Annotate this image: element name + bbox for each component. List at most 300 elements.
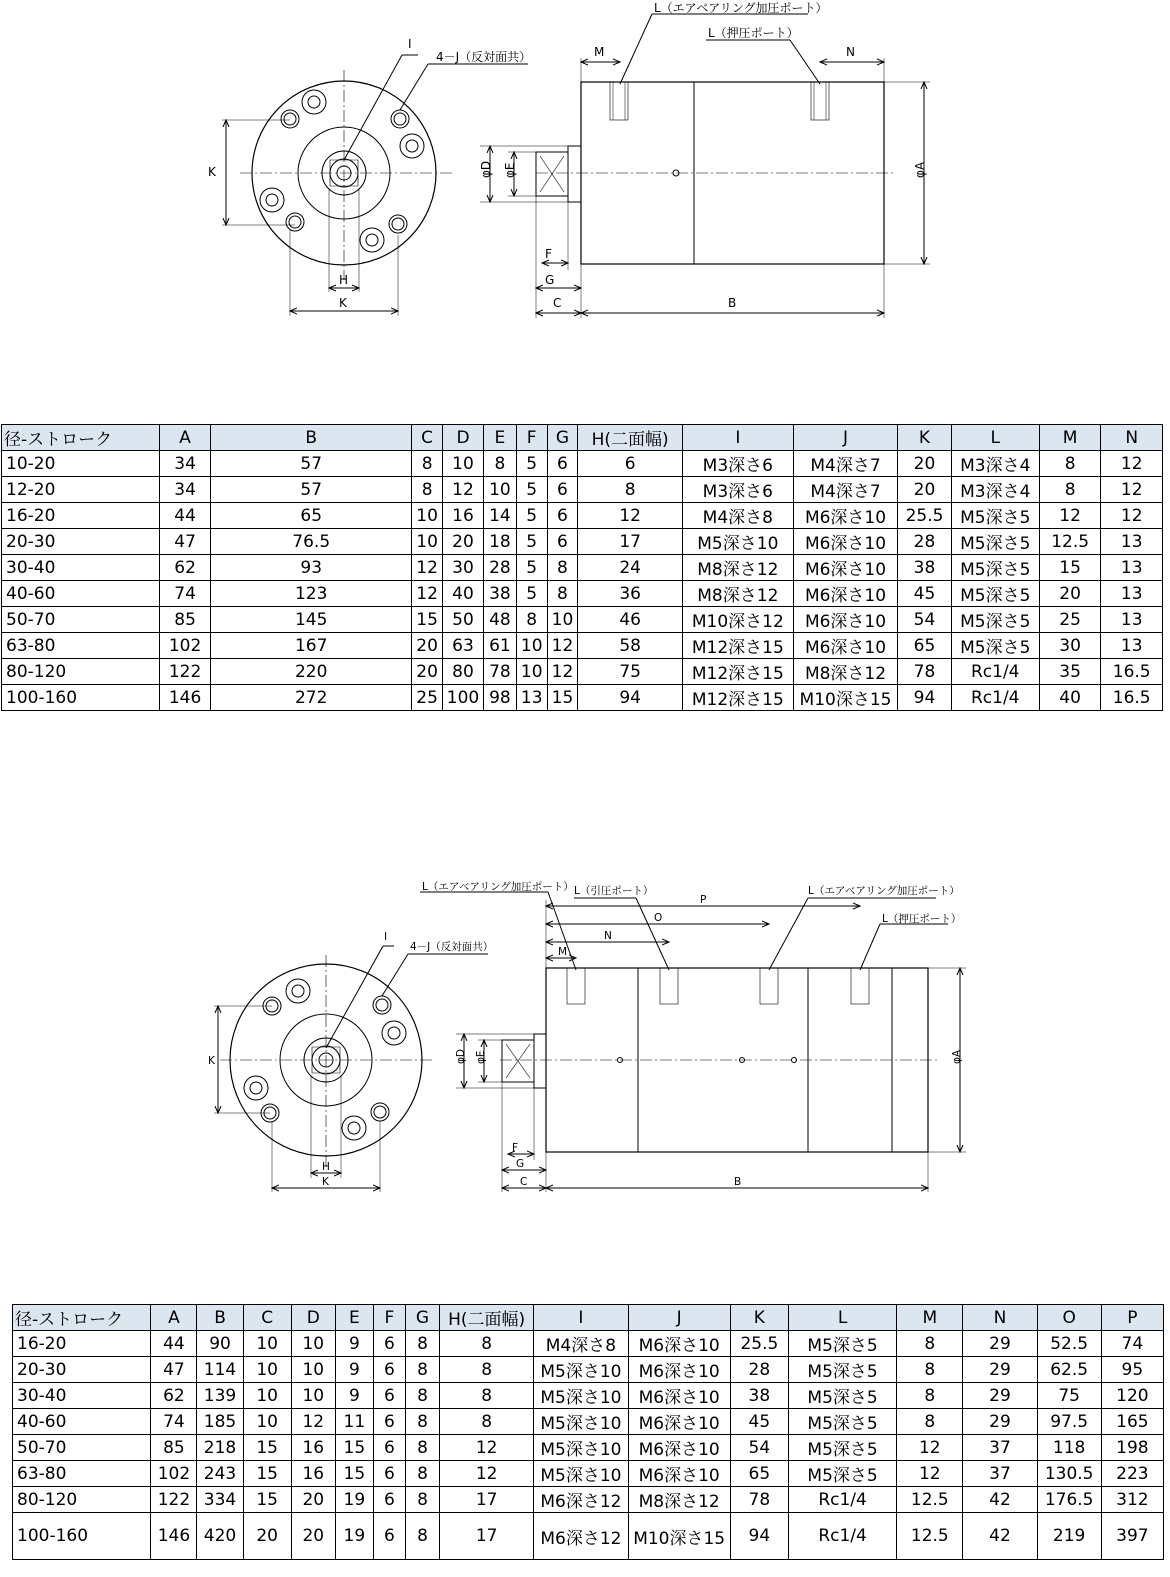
column-header: L bbox=[951, 425, 1039, 451]
table-cell: 14 bbox=[484, 503, 517, 529]
table-cell: 6 bbox=[373, 1357, 405, 1383]
table-cell: 185 bbox=[197, 1409, 243, 1435]
table-cell: 15 bbox=[243, 1435, 291, 1461]
table-header-row bbox=[2, 425, 1163, 451]
table-cell: 102 bbox=[159, 633, 210, 659]
table-cell: M10深さ12 bbox=[682, 607, 793, 633]
table-cell: 20 bbox=[442, 529, 483, 555]
table-cell: 13 bbox=[1101, 555, 1163, 581]
table-cell: 8 bbox=[1039, 477, 1101, 503]
table-cell: M5深さ5 bbox=[788, 1331, 896, 1357]
table-cell: 57 bbox=[211, 451, 412, 477]
label2-C: C bbox=[520, 1176, 528, 1188]
table-cell: 34 bbox=[159, 477, 210, 503]
label-L-air: L（エアベアリング加圧ポート） bbox=[654, 1, 828, 15]
table-cell: 29 bbox=[963, 1331, 1037, 1357]
table-cell: M5深さ5 bbox=[951, 607, 1039, 633]
table-cell: 12 bbox=[291, 1409, 335, 1435]
table-cell: 20 bbox=[412, 633, 443, 659]
table-cell: 38 bbox=[730, 1383, 788, 1409]
table-cell: M5深さ10 bbox=[534, 1461, 628, 1487]
table-cell: 8 bbox=[897, 1357, 963, 1383]
table-cell: M6深さ10 bbox=[628, 1383, 730, 1409]
column-header: M bbox=[1039, 425, 1101, 451]
table-cell: 52.5 bbox=[1037, 1331, 1101, 1357]
table-cell: 15 bbox=[412, 607, 443, 633]
table-cell: M3深さ4 bbox=[951, 477, 1039, 503]
table-cell: 146 bbox=[151, 1513, 197, 1560]
table-cell: 38 bbox=[898, 555, 951, 581]
table-cell: 40 bbox=[1039, 685, 1101, 711]
table-cell: 8 bbox=[897, 1409, 963, 1435]
table-cell: M6深さ10 bbox=[793, 581, 898, 607]
column-header: 径-ストローク bbox=[2, 425, 160, 451]
table-cell: 5 bbox=[516, 529, 547, 555]
table-cell: 74 bbox=[151, 1409, 197, 1435]
table-cell: 5 bbox=[516, 503, 547, 529]
table-cell: 8 bbox=[412, 451, 443, 477]
table-cell: 42 bbox=[963, 1513, 1037, 1560]
table-cell: 20 bbox=[412, 659, 443, 685]
column-header: P bbox=[1101, 1305, 1163, 1331]
table-cell: 8 bbox=[897, 1383, 963, 1409]
table-cell: 6 bbox=[547, 503, 578, 529]
column-header: G bbox=[547, 425, 578, 451]
table-cell: 10 bbox=[243, 1409, 291, 1435]
table-cell: M5深さ10 bbox=[534, 1409, 628, 1435]
table-cell: 13 bbox=[1101, 607, 1163, 633]
table-cell: 165 bbox=[1101, 1409, 1163, 1435]
column-header: F bbox=[373, 1305, 405, 1331]
label2-M: M bbox=[558, 946, 568, 958]
table-cell: 12 bbox=[578, 503, 683, 529]
table-cell: Rc1/4 bbox=[788, 1513, 896, 1560]
table-row bbox=[13, 1513, 1164, 1560]
table-cell: M5深さ10 bbox=[534, 1357, 628, 1383]
table-cell: 8 bbox=[440, 1357, 534, 1383]
table-cell: M5深さ5 bbox=[788, 1409, 896, 1435]
table-cell: 50-70 bbox=[2, 607, 160, 633]
table-cell: 12 bbox=[412, 581, 443, 607]
table-cell: 20 bbox=[291, 1487, 335, 1513]
table-cell: 54 bbox=[730, 1435, 788, 1461]
table-cell: 6 bbox=[547, 477, 578, 503]
front-view-2 bbox=[214, 946, 488, 1192]
table-cell: 97.5 bbox=[1037, 1409, 1101, 1435]
table-cell: M6深さ10 bbox=[793, 503, 898, 529]
table-cell: Rc1/4 bbox=[951, 659, 1039, 685]
table-cell: 74 bbox=[1101, 1331, 1163, 1357]
table-cell: 100 bbox=[442, 685, 483, 711]
label-M: M bbox=[594, 45, 605, 59]
table-cell: 24 bbox=[578, 555, 683, 581]
table-row bbox=[13, 1357, 1164, 1383]
table-cell: M6深さ10 bbox=[628, 1435, 730, 1461]
column-header: E bbox=[335, 1305, 373, 1331]
table-cell: 15 bbox=[335, 1461, 373, 1487]
table-cell: 10 bbox=[412, 529, 443, 555]
label2-F: F bbox=[512, 1142, 519, 1154]
table-cell: 40-60 bbox=[2, 581, 160, 607]
table-cell: M6深さ10 bbox=[628, 1357, 730, 1383]
table-cell: 12.5 bbox=[897, 1487, 963, 1513]
table-cell: 80-120 bbox=[13, 1487, 151, 1513]
table-cell: 17 bbox=[440, 1513, 534, 1560]
table-cell: 420 bbox=[197, 1513, 243, 1560]
column-header: K bbox=[898, 425, 951, 451]
front-view bbox=[222, 55, 528, 316]
table-cell: M5深さ5 bbox=[951, 529, 1039, 555]
label-N: N bbox=[846, 45, 855, 59]
table-cell: 94 bbox=[578, 685, 683, 711]
table-cell: 34 bbox=[159, 451, 210, 477]
table-cell: 8 bbox=[440, 1331, 534, 1357]
table-cell: 13 bbox=[1101, 529, 1163, 555]
table-cell: 20 bbox=[898, 477, 951, 503]
table-cell: 65 bbox=[898, 633, 951, 659]
table-cell: 16 bbox=[442, 503, 483, 529]
table-cell: 15 bbox=[335, 1435, 373, 1461]
table-cell: 12 bbox=[1039, 503, 1101, 529]
label2-L-push: L（押圧ポート） bbox=[882, 913, 962, 925]
table-cell: 12 bbox=[440, 1461, 534, 1487]
table-cell: 54 bbox=[898, 607, 951, 633]
column-header: N bbox=[1101, 425, 1163, 451]
table-cell: 37 bbox=[963, 1461, 1037, 1487]
label-H: H bbox=[339, 273, 349, 287]
table-row bbox=[2, 581, 1163, 607]
table-cell: 15 bbox=[547, 685, 578, 711]
table-cell: 18 bbox=[484, 529, 517, 555]
table-row bbox=[13, 1331, 1164, 1357]
table-cell: 90 bbox=[197, 1331, 243, 1357]
table-cell: 10 bbox=[412, 503, 443, 529]
label-D: φD bbox=[479, 160, 493, 178]
table-cell: 25.5 bbox=[730, 1331, 788, 1357]
table-cell: M4深さ7 bbox=[793, 451, 898, 477]
column-header: G bbox=[405, 1305, 439, 1331]
label2-G: G bbox=[516, 1158, 525, 1170]
label-J: 4－J（反対面共） bbox=[436, 50, 532, 64]
table-row bbox=[13, 1487, 1164, 1513]
table-cell: M8深さ12 bbox=[793, 659, 898, 685]
table-cell: 15 bbox=[243, 1461, 291, 1487]
table-cell: 65 bbox=[211, 503, 412, 529]
table-cell: 8 bbox=[405, 1357, 439, 1383]
table-cell: 6 bbox=[373, 1383, 405, 1409]
table-header-row bbox=[13, 1305, 1164, 1331]
table-cell: 8 bbox=[547, 581, 578, 607]
table-cell: 12 bbox=[440, 1435, 534, 1461]
table-cell: 8 bbox=[578, 477, 683, 503]
label2-D: φD bbox=[455, 1048, 467, 1064]
table-cell: 16-20 bbox=[2, 503, 160, 529]
label-B: B bbox=[728, 296, 737, 310]
label2-E: φE bbox=[475, 1050, 487, 1064]
table-cell: M5深さ5 bbox=[788, 1357, 896, 1383]
table-cell: 145 bbox=[211, 607, 412, 633]
table-cell: 47 bbox=[151, 1357, 197, 1383]
table-cell: 13 bbox=[516, 685, 547, 711]
label-C: C bbox=[553, 296, 562, 310]
table-cell: 46 bbox=[578, 607, 683, 633]
table-cell: 10 bbox=[291, 1383, 335, 1409]
side-view-2 bbox=[420, 892, 966, 1192]
table-cell: M6深さ10 bbox=[793, 607, 898, 633]
table-cell: M4深さ8 bbox=[682, 503, 793, 529]
label2-J: 4－J（反対面共） bbox=[410, 941, 494, 953]
table-cell: M5深さ10 bbox=[534, 1435, 628, 1461]
table-cell: 10 bbox=[442, 451, 483, 477]
table-cell: 8 bbox=[405, 1409, 439, 1435]
column-header: A bbox=[159, 425, 210, 451]
table-cell: 6 bbox=[578, 451, 683, 477]
table-row bbox=[2, 659, 1163, 685]
column-header: B bbox=[197, 1305, 243, 1331]
table-cell: 44 bbox=[159, 503, 210, 529]
table-cell: 13 bbox=[1101, 581, 1163, 607]
table-cell: 6 bbox=[373, 1487, 405, 1513]
table-cell: 80 bbox=[442, 659, 483, 685]
table-cell: 30 bbox=[1039, 633, 1101, 659]
label-F: F bbox=[545, 247, 552, 261]
table-cell: M12深さ15 bbox=[682, 659, 793, 685]
table-cell: 8 bbox=[484, 451, 517, 477]
table-row bbox=[2, 607, 1163, 633]
table-cell: 8 bbox=[440, 1409, 534, 1435]
table-cell: 74 bbox=[159, 581, 210, 607]
table-cell: 220 bbox=[211, 659, 412, 685]
table-cell: 40 bbox=[442, 581, 483, 607]
column-header: D bbox=[442, 425, 483, 451]
table-cell: 19 bbox=[335, 1513, 373, 1560]
table-cell: 28 bbox=[898, 529, 951, 555]
table-cell: 35 bbox=[1039, 659, 1101, 685]
table-cell: 12 bbox=[412, 555, 443, 581]
table-cell: 50 bbox=[442, 607, 483, 633]
table-cell: 6 bbox=[373, 1409, 405, 1435]
table-cell: Rc1/4 bbox=[788, 1487, 896, 1513]
table-cell: M6深さ10 bbox=[793, 529, 898, 555]
table-cell: M6深さ12 bbox=[534, 1513, 628, 1560]
table-cell: 20-30 bbox=[2, 529, 160, 555]
table-cell: 130.5 bbox=[1037, 1461, 1101, 1487]
table-cell: 10 bbox=[243, 1331, 291, 1357]
column-header: J bbox=[628, 1305, 730, 1331]
table-cell: 102 bbox=[151, 1461, 197, 1487]
table-cell: 94 bbox=[898, 685, 951, 711]
table-cell: M6深さ10 bbox=[628, 1331, 730, 1357]
table-cell: M6深さ10 bbox=[793, 633, 898, 659]
table-cell: 20 bbox=[1039, 581, 1101, 607]
table-cell: 12 bbox=[442, 477, 483, 503]
table-cell: 272 bbox=[211, 685, 412, 711]
table-cell: 6 bbox=[547, 451, 578, 477]
table-cell: 20 bbox=[291, 1513, 335, 1560]
table-cell: 20 bbox=[243, 1513, 291, 1560]
table-cell: M5深さ5 bbox=[788, 1461, 896, 1487]
table-cell: 114 bbox=[197, 1357, 243, 1383]
label2-L-pull: L（引圧ポート） bbox=[574, 885, 654, 897]
table-row bbox=[2, 503, 1163, 529]
table-cell: 12 bbox=[897, 1435, 963, 1461]
table-cell: 5 bbox=[516, 477, 547, 503]
table-cell: 10 bbox=[484, 477, 517, 503]
table-cell: 6 bbox=[373, 1331, 405, 1357]
table-cell: 93 bbox=[211, 555, 412, 581]
table-cell: M4深さ7 bbox=[793, 477, 898, 503]
table-cell: M8深さ12 bbox=[682, 555, 793, 581]
label2-H: H bbox=[322, 1161, 330, 1173]
column-header: H(二面幅) bbox=[440, 1305, 534, 1331]
label-G: G bbox=[545, 273, 555, 287]
table-cell: 219 bbox=[1037, 1513, 1101, 1560]
table-cell: 12.5 bbox=[1039, 529, 1101, 555]
spec-table-single bbox=[1, 424, 1163, 711]
table-cell: 8 bbox=[405, 1331, 439, 1357]
table-cell: 8 bbox=[405, 1435, 439, 1461]
table-cell: 334 bbox=[197, 1487, 243, 1513]
table-row bbox=[13, 1461, 1164, 1487]
label2-A: φA bbox=[951, 1049, 963, 1064]
label2-N: N bbox=[604, 930, 612, 942]
table-cell: 48 bbox=[484, 607, 517, 633]
spec-table-double bbox=[12, 1304, 1164, 1560]
table-cell: 10 bbox=[291, 1357, 335, 1383]
table-cell: 63 bbox=[442, 633, 483, 659]
table-cell: 5 bbox=[516, 451, 547, 477]
table-cell: 15 bbox=[1039, 555, 1101, 581]
table-cell: M3深さ6 bbox=[682, 477, 793, 503]
table-cell: 75 bbox=[578, 659, 683, 685]
table-cell: 25 bbox=[1039, 607, 1101, 633]
column-header: J bbox=[793, 425, 898, 451]
table-cell: 12 bbox=[1101, 503, 1163, 529]
table-cell: M5深さ10 bbox=[682, 529, 793, 555]
table-row bbox=[2, 477, 1163, 503]
table-cell: 146 bbox=[159, 685, 210, 711]
table-cell: 30-40 bbox=[2, 555, 160, 581]
table-cell: 61 bbox=[484, 633, 517, 659]
table-cell: 8 bbox=[405, 1461, 439, 1487]
table-cell: 28 bbox=[730, 1357, 788, 1383]
table-cell: 12 bbox=[547, 659, 578, 685]
table-cell: 65 bbox=[730, 1461, 788, 1487]
table-cell: M5深さ5 bbox=[788, 1383, 896, 1409]
table-cell: 243 bbox=[197, 1461, 243, 1487]
table-cell: 8 bbox=[516, 607, 547, 633]
column-header: A bbox=[151, 1305, 197, 1331]
table-cell: 29 bbox=[963, 1357, 1037, 1383]
table-cell: 12 bbox=[1101, 477, 1163, 503]
table-cell: 8 bbox=[405, 1513, 439, 1560]
table-cell: 30-40 bbox=[13, 1383, 151, 1409]
table-cell: 50-70 bbox=[13, 1435, 151, 1461]
label2-L-air-1: L（エアベアリング加圧ポート） bbox=[422, 881, 574, 893]
table-cell: 29 bbox=[963, 1409, 1037, 1435]
label2-K-horizontal: K bbox=[322, 1176, 329, 1188]
table-cell: M10深さ15 bbox=[793, 685, 898, 711]
table-cell: 62.5 bbox=[1037, 1357, 1101, 1383]
table-cell: 223 bbox=[1101, 1461, 1163, 1487]
table-cell: 12.5 bbox=[897, 1513, 963, 1560]
table-cell: 9 bbox=[335, 1331, 373, 1357]
table-cell: 100-160 bbox=[13, 1513, 151, 1560]
table-cell: 12 bbox=[897, 1461, 963, 1487]
table-cell: M8深さ12 bbox=[682, 581, 793, 607]
table-cell: 8 bbox=[1039, 451, 1101, 477]
table-cell: 8 bbox=[412, 477, 443, 503]
table-cell: 16-20 bbox=[13, 1331, 151, 1357]
table-cell: 29 bbox=[963, 1383, 1037, 1409]
table-cell: 397 bbox=[1101, 1513, 1163, 1560]
table-cell: M12深さ15 bbox=[682, 685, 793, 711]
table-cell: 5 bbox=[516, 555, 547, 581]
table-cell: 75 bbox=[1037, 1383, 1101, 1409]
column-header: F bbox=[516, 425, 547, 451]
table-cell: 10 bbox=[516, 659, 547, 685]
table-cell: M6深さ12 bbox=[534, 1487, 628, 1513]
column-header: E bbox=[484, 425, 517, 451]
table-row bbox=[2, 529, 1163, 555]
table-cell: M4深さ8 bbox=[534, 1331, 628, 1357]
table-cell: 36 bbox=[578, 581, 683, 607]
label-A: φA bbox=[913, 161, 927, 178]
table-row bbox=[2, 685, 1163, 711]
drawing-single-stage bbox=[0, 0, 1170, 330]
table-cell: 15 bbox=[243, 1487, 291, 1513]
column-header: C bbox=[412, 425, 443, 451]
table-cell: 122 bbox=[159, 659, 210, 685]
column-header: B bbox=[211, 425, 412, 451]
label-K-horizontal: K bbox=[339, 296, 347, 310]
table-cell: M5深さ5 bbox=[951, 581, 1039, 607]
table-cell: 8 bbox=[547, 555, 578, 581]
table-cell: 94 bbox=[730, 1513, 788, 1560]
table-cell: 19 bbox=[335, 1487, 373, 1513]
table-cell: 13 bbox=[1101, 633, 1163, 659]
table-cell: 8 bbox=[440, 1383, 534, 1409]
table-cell: 57 bbox=[211, 477, 412, 503]
table-cell: 78 bbox=[484, 659, 517, 685]
table-cell: M5深さ5 bbox=[951, 555, 1039, 581]
table-cell: 118 bbox=[1037, 1435, 1101, 1461]
label-E: φE bbox=[503, 162, 517, 178]
table-cell: 123 bbox=[211, 581, 412, 607]
table-cell: 10 bbox=[547, 607, 578, 633]
table-cell: 16 bbox=[291, 1461, 335, 1487]
table-row bbox=[13, 1435, 1164, 1461]
label2-P: P bbox=[700, 894, 707, 906]
table-cell: 16 bbox=[291, 1435, 335, 1461]
column-header: K bbox=[730, 1305, 788, 1331]
table-row bbox=[2, 555, 1163, 581]
table-cell: 95 bbox=[1101, 1357, 1163, 1383]
table-cell: 17 bbox=[578, 529, 683, 555]
table-cell: 139 bbox=[197, 1383, 243, 1409]
table-cell: 9 bbox=[335, 1357, 373, 1383]
table-cell: M8深さ12 bbox=[628, 1487, 730, 1513]
table-cell: 62 bbox=[151, 1383, 197, 1409]
column-header: I bbox=[682, 425, 793, 451]
label-I: I bbox=[408, 37, 412, 51]
table-cell: 8 bbox=[405, 1487, 439, 1513]
table-cell: 58 bbox=[578, 633, 683, 659]
table-cell: 6 bbox=[373, 1461, 405, 1487]
table-cell: 47 bbox=[159, 529, 210, 555]
table-cell: 25.5 bbox=[898, 503, 951, 529]
table-cell: M5深さ5 bbox=[951, 503, 1039, 529]
